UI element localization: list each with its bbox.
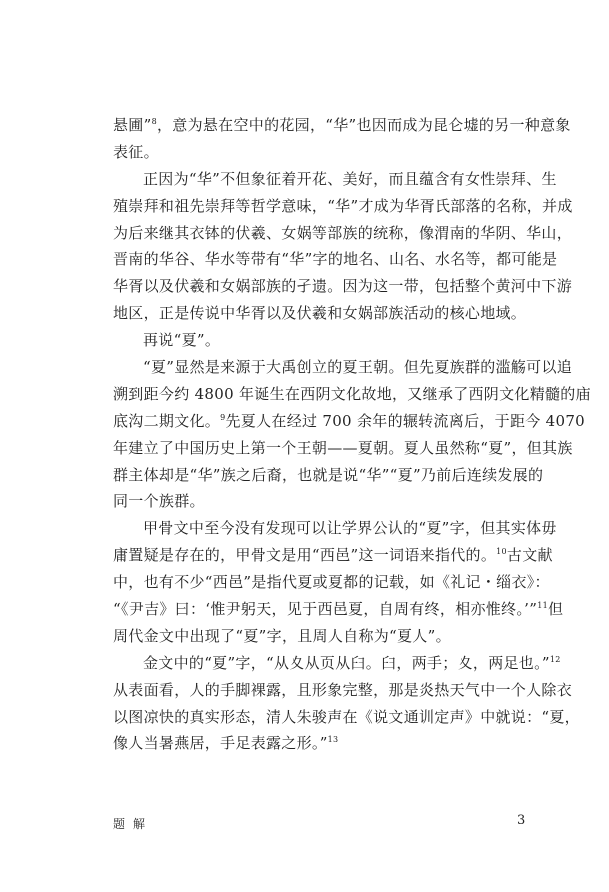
- text-line: 周代金文中出现了“夏”字，且周人自称为“夏人”。: [113, 626, 451, 645]
- text-line: 华胥以及伏羲和女娲部族的孑遗。因为这一带，包括整个黄河中下游: [113, 277, 573, 296]
- text-line: 中，也有不少“西邑”是指代夏或夏都的记载，如《礼记・缁衣》：: [113, 573, 550, 592]
- text-line: 群主体却是“华”族之后裔，也就是说“华”“夏”乃前后连续发展的: [113, 465, 544, 484]
- text-line: “夏”显然是来源于大禹创立的夏王朝。但先夏族群的滥觞可以追: [143, 358, 573, 377]
- footnote-ref[interactable]: 9: [220, 412, 226, 422]
- text-line: 再说“夏”。: [143, 331, 221, 350]
- text-line: 正因为“华”不但象征着开花、美好，而且蕴含有女性崇拜、生: [143, 169, 557, 188]
- text-line: 庸置疑是存在的，甲骨文是用“西邑”这一词语来指代的。$^{10}$古文献: [113, 546, 553, 565]
- footnote-ref[interactable]: 12: [549, 654, 561, 664]
- text-line: 以图凉快的真实形态，清人朱骏声在《说文通训定声》中就说：“夏，: [113, 707, 580, 726]
- text-line: 底沟二期文化。$^9$先夏人在经过 700 余年的辗转流离后，于距今 4070: [113, 411, 586, 430]
- running-footer-section: 题解: [113, 817, 154, 831]
- text-line: 悬圃”$^8$，意为悬在空中的花园，“华”也因而成为昆仑墟的另一种意象: [113, 116, 571, 134]
- text-line: 表征。: [113, 142, 159, 161]
- footnote-ref[interactable]: 8: [151, 117, 157, 126]
- text-line: 从表面看，人的手脚裸露，且形象完整，那是炎热天气中一个人除衣: [113, 680, 573, 699]
- text-line: 年建立了中国历史上第一个王朝——夏朝。夏人虽然称“夏”，但其族: [113, 438, 573, 457]
- footnote-ref[interactable]: 10: [496, 547, 507, 557]
- text-line: 像人当暑燕居，手足表露之形。”$^{13}$: [113, 734, 339, 753]
- footnote-ref[interactable]: 13: [327, 735, 339, 745]
- text-line: 为后来继其衣钵的伏羲、女娲等部族的统称，像渭南的华阴、华山，: [113, 223, 573, 242]
- page-number: 3: [517, 813, 526, 828]
- text-line: 殖崇拜和祖先崇拜等哲学意味，“华”才成为华胥氏部落的名称，并成: [113, 196, 573, 215]
- text-line: “《尹吉》曰：‘惟尹躬天，见于西邑夏，自周有终，相亦惟终。’”$^{11}$但: [113, 600, 564, 619]
- body-text: [113, 112, 591, 757]
- text-line: 溯到距今约 4800 年诞生在西阴文化故地，又继承了西阴文化精髓的庙: [113, 384, 591, 403]
- text-line: 地区，正是传说中华胥以及伏羲和女娲部族活动的核心地域。: [113, 304, 527, 323]
- text-line: 晋南的华谷、华水等带有“华”字的地名、山名、水名等，都可能是: [113, 250, 558, 269]
- text-line: 甲骨文中至今没有发现可以让学界公认的“夏”字，但其实体毋: [143, 519, 557, 538]
- footnote-ref[interactable]: 11: [537, 601, 548, 611]
- text-line: 金文中的“夏”字，“从夊从页从臼。臼，两手；夊，两足也。”$^{12}$: [143, 653, 561, 672]
- text-line: 同一个族群。: [113, 492, 205, 511]
